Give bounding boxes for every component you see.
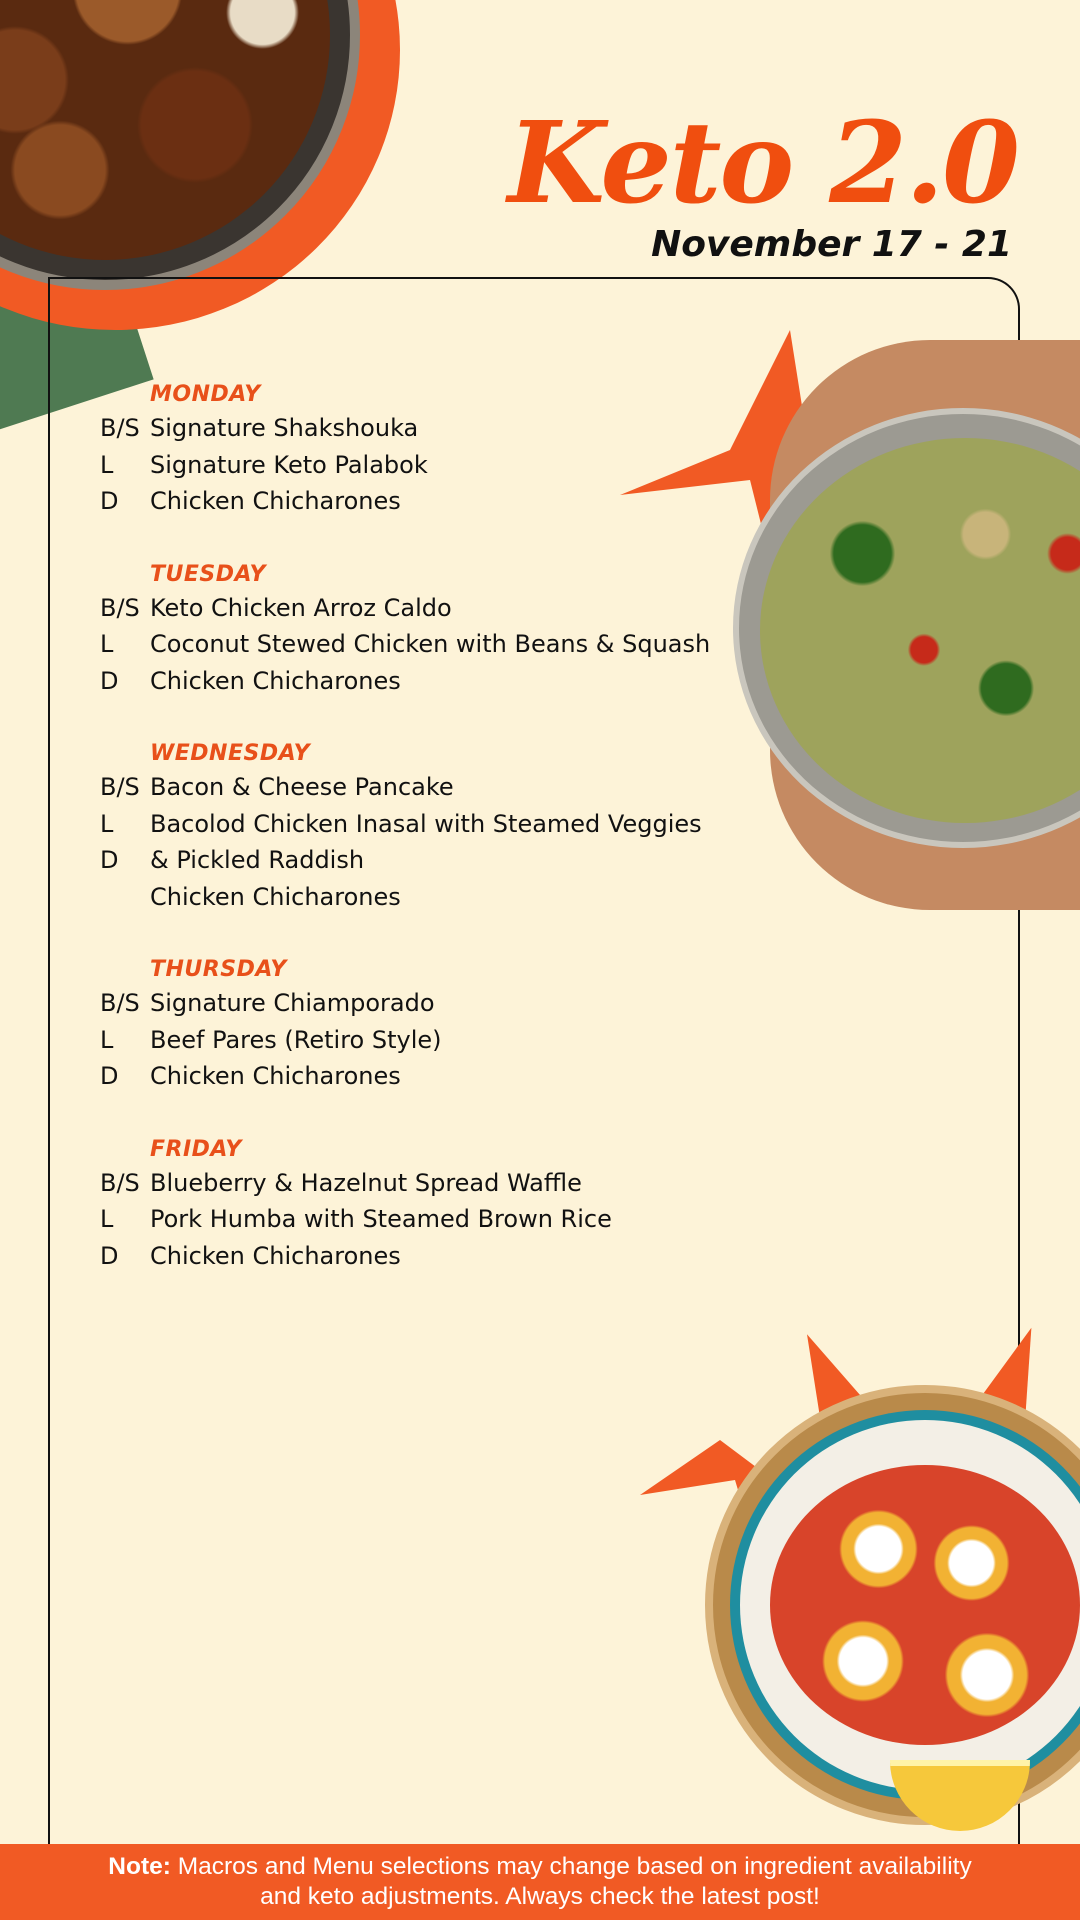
day-heading: TUESDAY: [150, 561, 266, 587]
dish-name: Signature Keto Palabok: [150, 450, 428, 479]
dish-name: Beef Pares (Retiro Style): [150, 1025, 442, 1054]
dish-name: Bacolod Chicken Inasal with Steamed Veggies: [150, 809, 702, 838]
footer-line-1: [0, 1852, 1080, 1882]
meal-code: B/S: [100, 773, 140, 801]
day-monday: [100, 380, 740, 520]
meal-code: D: [100, 1062, 119, 1090]
day-heading: WEDNESDAY: [150, 741, 311, 766]
footer-line-2: and keto adjustments. Always check the latest post!: [260, 1883, 820, 1910]
dish-name: Chicken Chicharones: [150, 1241, 401, 1270]
day-friday: [100, 1135, 740, 1275]
note-label: Note:: [108, 1853, 171, 1880]
note-text: Macros and Menu selections may change based on ingredient availability: [177, 1853, 972, 1880]
dish-name: Chicken Chicharones: [150, 882, 401, 911]
meal-code: L: [100, 630, 114, 658]
weekly-menu: [100, 380, 740, 1314]
meal-code: D: [100, 1241, 119, 1270]
meal-code: D: [100, 487, 119, 515]
meal-code: [100, 879, 150, 916]
day-heading: FRIDAY: [150, 1136, 242, 1162]
meal-code: B/S: [100, 989, 140, 1017]
palabok-sauce-eggs-image: [770, 1465, 1080, 1745]
day-thursday: [100, 955, 740, 1095]
day-heading: MONDAY: [150, 382, 261, 407]
footer-note: [0, 1844, 1080, 1920]
dish-name: Signature Shakshouka: [150, 414, 419, 442]
day-wednesday: [100, 739, 740, 915]
day-heading: THURSDAY: [150, 957, 287, 982]
dish-name: Coconut Stewed Chicken with Beans & Squash: [150, 630, 711, 658]
dish-name: Chicken Chicharones: [150, 666, 401, 695]
dish-name: Chicken Chicharones: [150, 487, 401, 515]
meal-code: L: [100, 450, 114, 479]
date-range: November 17 - 21: [651, 224, 1012, 265]
meal-code: D: [100, 846, 119, 874]
dish-name: Blueberry & Hazelnut Spread Waffle: [150, 1168, 582, 1197]
meal-code: B/S: [100, 593, 140, 622]
meal-code: B/S: [100, 414, 140, 442]
meal-code: L: [100, 1025, 114, 1054]
page-title: Keto 2.0: [507, 98, 1018, 229]
dish-name: Pork Humba with Steamed Brown Rice: [150, 1205, 612, 1233]
day-tuesday: [100, 560, 740, 700]
meal-code: L: [100, 1205, 114, 1233]
dish-name: Bacon & Cheese Pancake: [150, 773, 454, 801]
meal-code: D: [100, 666, 119, 695]
meal-code: L: [100, 809, 114, 838]
dish-name: & Pickled Raddish: [150, 846, 365, 874]
meal-code: B/S: [100, 1168, 140, 1197]
dish-name: Signature Chiamporado: [150, 989, 435, 1017]
dish-name: Keto Chicken Arroz Caldo: [150, 593, 452, 622]
dish-name: Chicken Chicharones: [150, 1062, 401, 1090]
